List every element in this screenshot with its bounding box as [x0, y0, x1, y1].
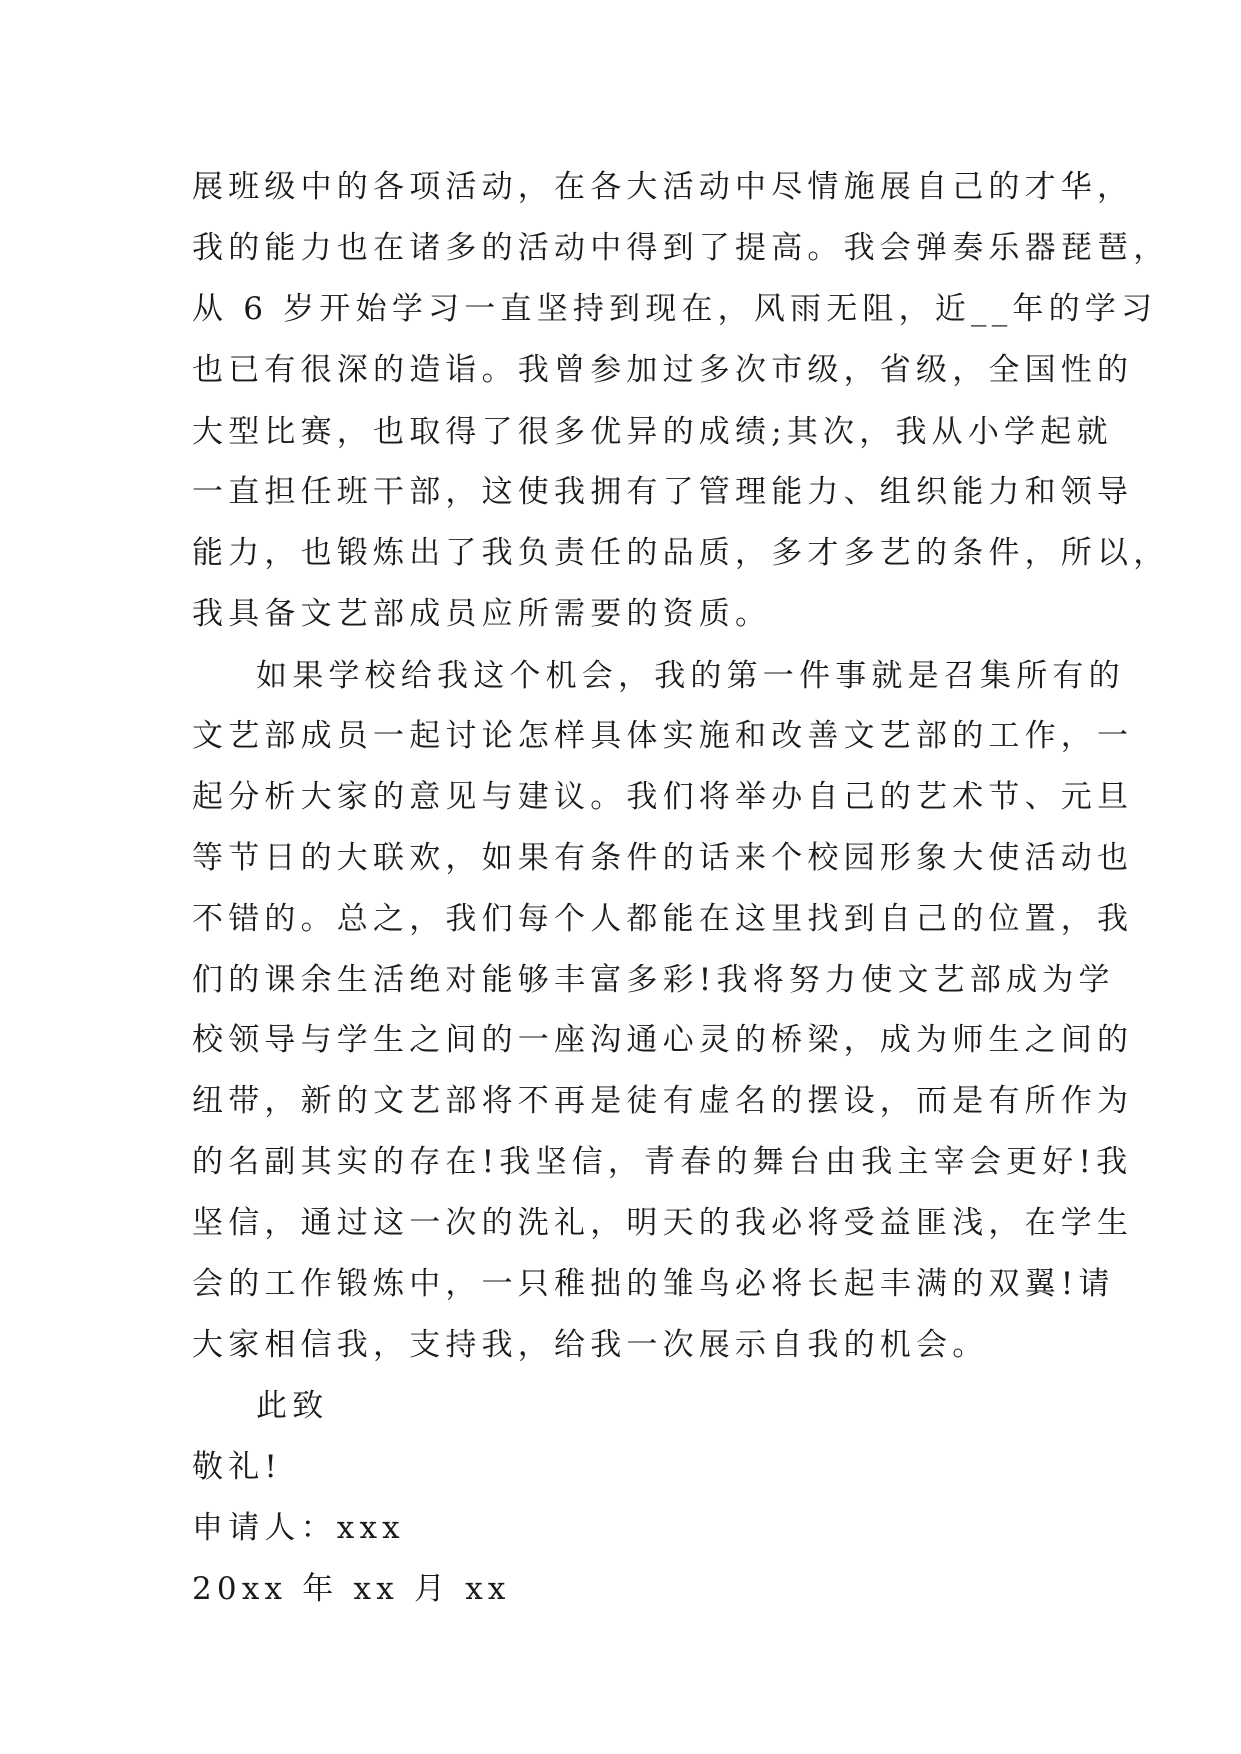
paragraph-2-line-4: 等节日的大联欢，如果有条件的话来个校园形象大使活动也 — [192, 840, 1134, 876]
closing-salutation: 此致 — [256, 1388, 329, 1424]
signature-date: 20xx 年 xx 月 xx — [192, 1571, 511, 1607]
applicant-signature: 申请人：xxx — [192, 1510, 405, 1546]
paragraph-2-line-1: 如果学校给我这个机会，我的第一件事就是召集所有的 — [256, 658, 1125, 694]
body-line-4: 也已有很深的造诣。我曾参加过多次市级，省级，全国性的 — [192, 352, 1134, 388]
paragraph-2-line-2: 文艺部成员一起讨论怎样具体实施和改善文艺部的工作，一 — [192, 718, 1134, 754]
body-line-8: 我具备文艺部成员应所需要的资质。 — [192, 596, 772, 632]
paragraph-2-line-5: 不错的。总之，我们每个人都能在这里找到自己的位置，我 — [192, 901, 1134, 937]
paragraph-2-line-6: 们的课余生活绝对能够丰富多彩!我将努力使文艺部成为学 — [192, 962, 1115, 998]
body-line-3: 从 6 岁开始学习一直坚持到现在，风雨无阻，近__年的学习 — [192, 291, 1158, 327]
closing-respect: 敬礼! — [192, 1449, 283, 1485]
body-line-5: 大型比赛，也取得了很多优异的成绩;其次，我从小学起就 — [192, 414, 1113, 450]
paragraph-2-line-8: 纽带，新的文艺部将不再是徒有虚名的摆设，而是有所作为 — [192, 1083, 1134, 1119]
paragraph-2-line-11: 会的工作锻炼中，一只稚拙的雏鸟必将长起丰满的双翼!请 — [192, 1266, 1115, 1302]
paragraph-2-line-7: 校领导与学生之间的一座沟通心灵的桥梁，成为师生之间的 — [192, 1022, 1134, 1058]
body-line-6: 一直担任班干部，这使我拥有了管理能力、组织能力和领导 — [192, 474, 1134, 510]
body-line-1: 展班级中的各项活动，在各大活动中尽情施展自己的才华， — [192, 169, 1134, 205]
paragraph-2-line-12: 大家相信我，支持我，给我一次展示自我的机会。 — [192, 1327, 989, 1363]
paragraph-2-line-10: 坚信，通过这一次的洗礼，明天的我必将受益匪浅，在学生 — [192, 1205, 1134, 1241]
body-line-7: 能力，也锻炼出了我负责任的品质，多才多艺的条件，所以， — [192, 535, 1170, 571]
paragraph-2-line-9: 的名副其实的存在!我坚信，青春的舞台由我主宰会更好!我 — [192, 1144, 1133, 1180]
paragraph-2-line-3: 起分析大家的意见与建议。我们将举办自己的艺术节、元旦 — [192, 779, 1134, 815]
body-line-2: 我的能力也在诸多的活动中得到了提高。我会弹奏乐器琵琶， — [192, 230, 1170, 266]
